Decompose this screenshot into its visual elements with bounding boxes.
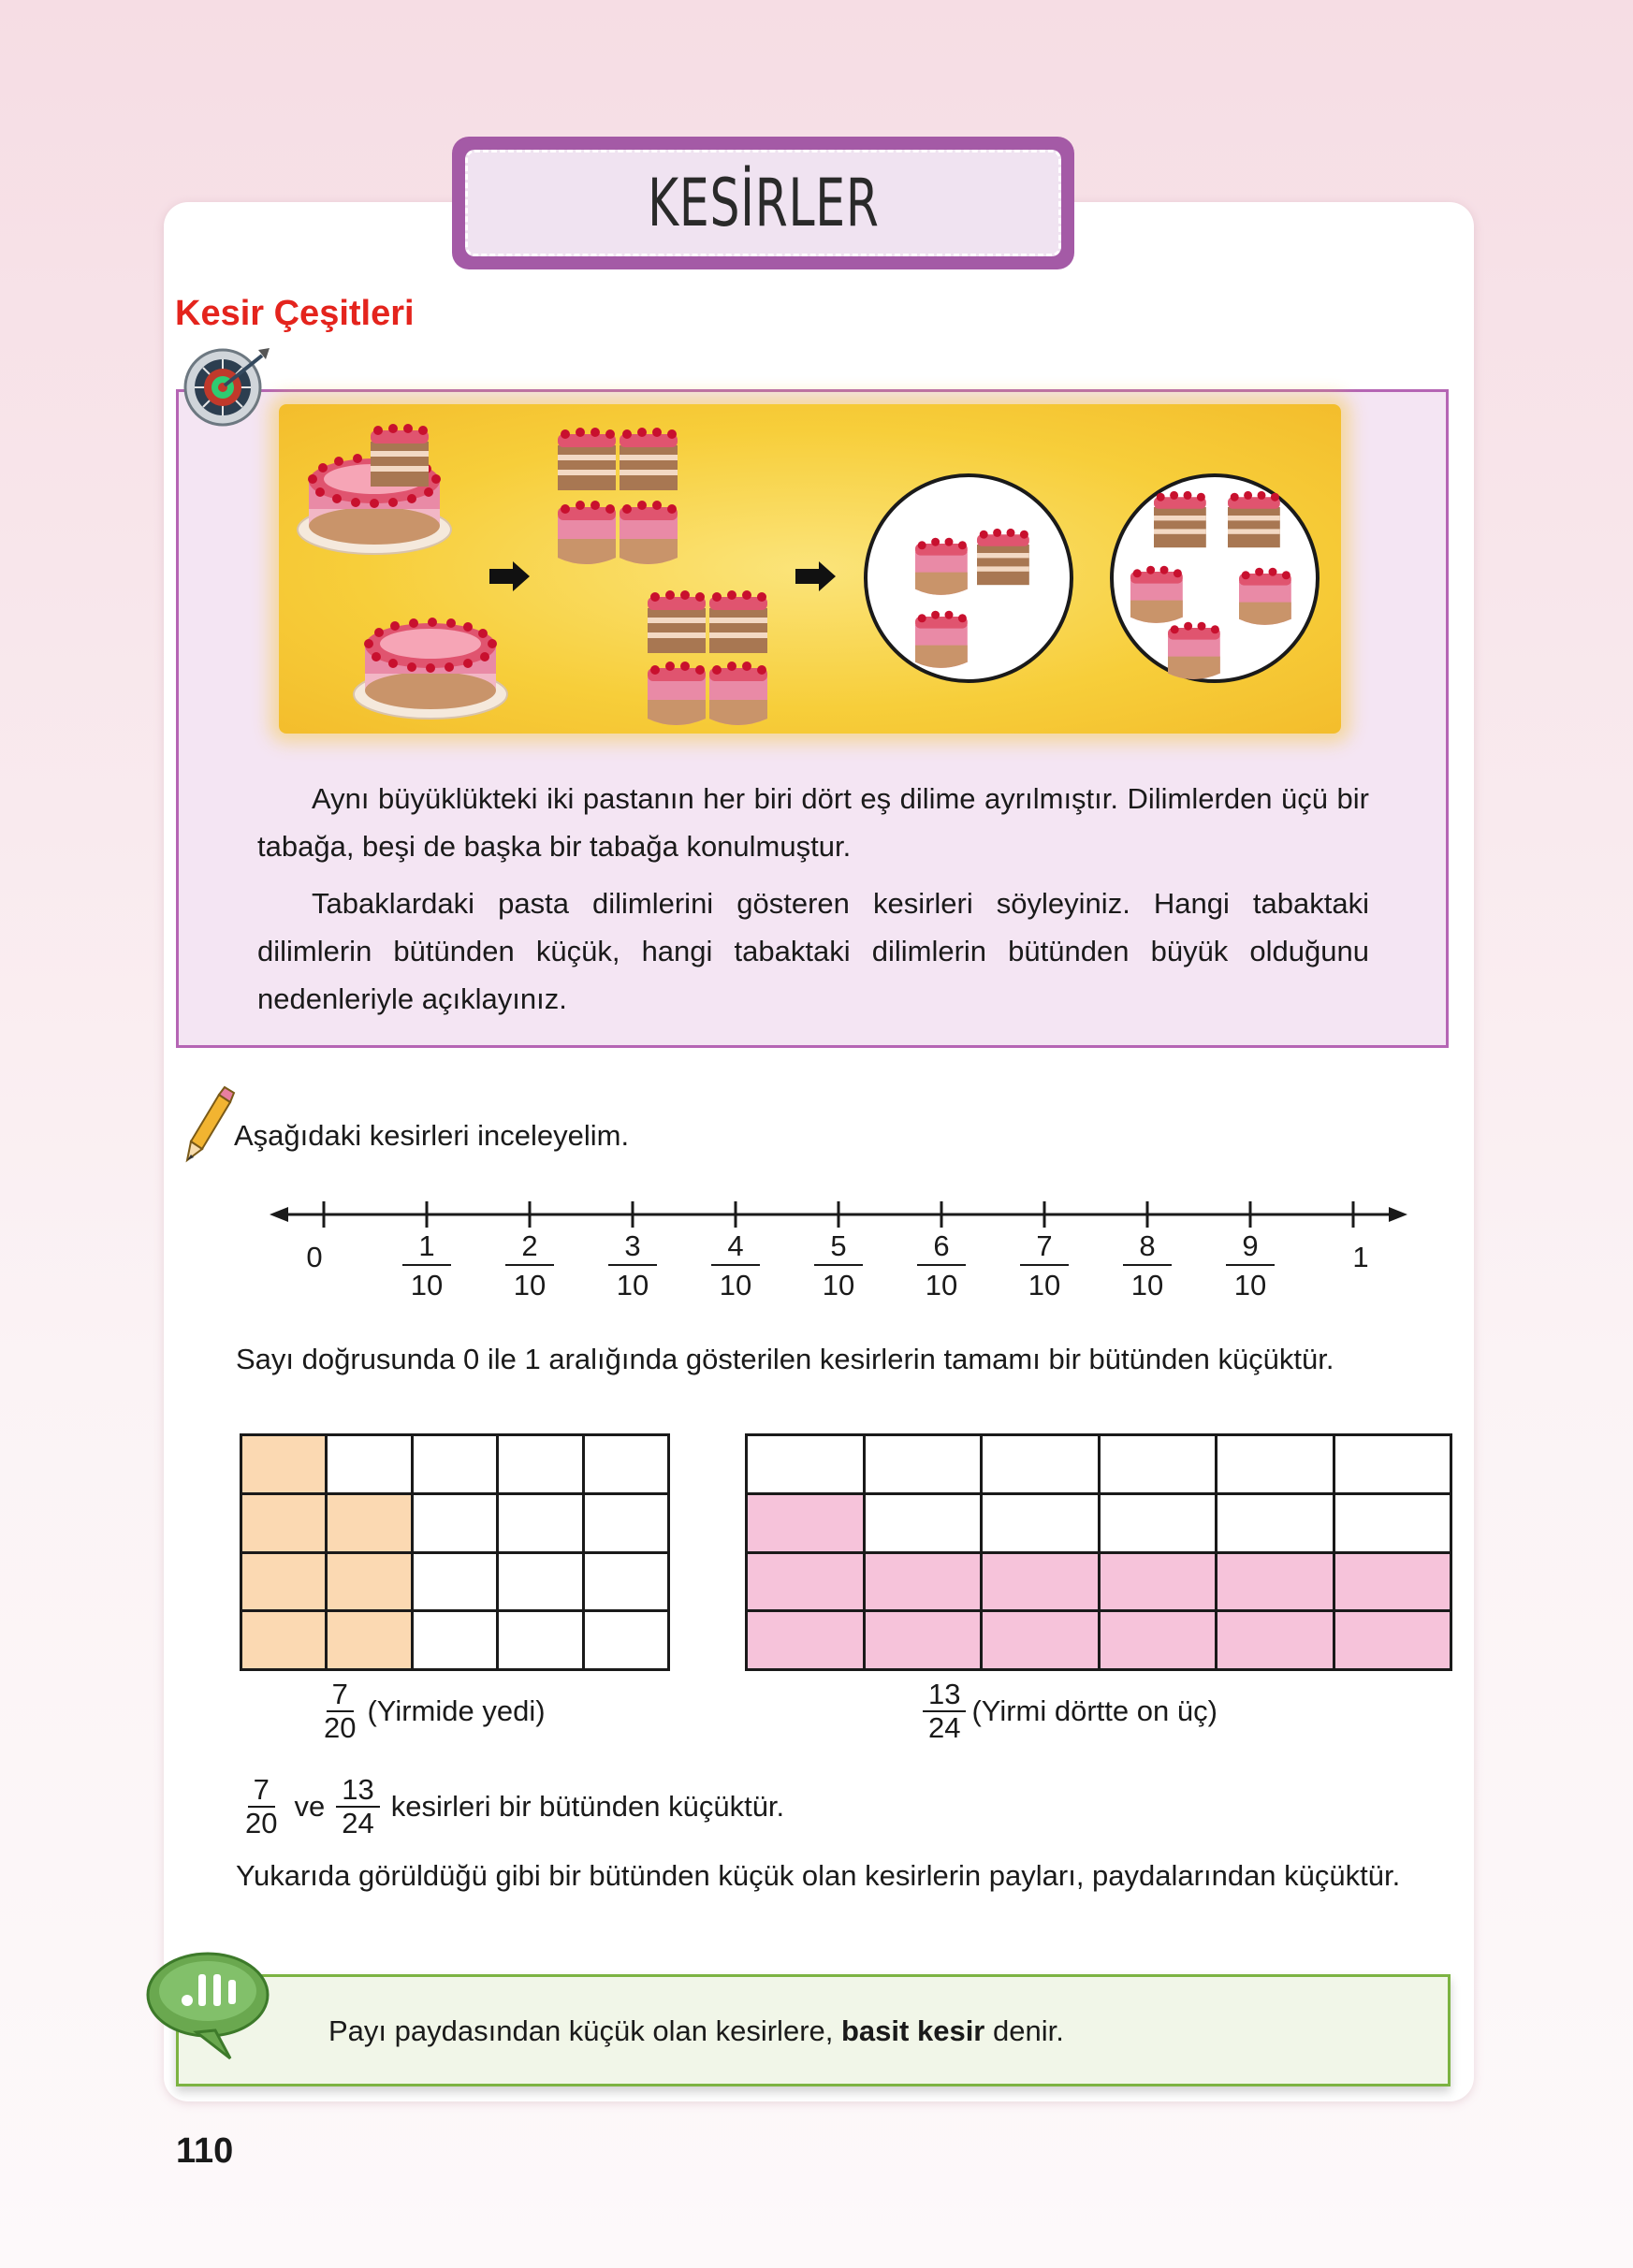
number-line-denominator: 10 — [1130, 1269, 1164, 1301]
intro-text — [257, 775, 1369, 1032]
dartboard-icon — [176, 339, 273, 432]
fraction-seven-twentieths: $\frac{7}{20}$ — [324, 1678, 357, 1744]
number-line-denominator: 10 — [1233, 1269, 1267, 1301]
comparison-statement: $\frac{7}{20}$ ve $\frac{13}{24}$ kesirleri bir bütünden küçüktür. — [234, 1774, 790, 1839]
caption-model-a — [313, 1679, 546, 1744]
grid-cell-shaded — [1217, 1554, 1335, 1613]
intro-paragraph: Tabaklardaki pasta dilimlerini gösteren kesirleri söyleyiniz. Hangi tabaktaki dilimlerin bütünden küçük, hangi tabaktaki dilimlerin bütünden büyük olduğunu nedenleriyle açıklayınız. — [257, 887, 1369, 1015]
page-number: 110 — [176, 2131, 234, 2171]
conclusion-paragraph: Yukarıda görüldüğü gibi bir bütünden küçük olan kesirlerin payları, paydalarından küçüktür. — [236, 1859, 1401, 1892]
grid-cell — [499, 1495, 584, 1554]
fraction-thirteen-twentyfourths: $\frac{13}{24}$ — [923, 1679, 966, 1744]
number-line-numerator: 2 — [521, 1229, 538, 1262]
section-heading: Kesir Çeşitleri — [175, 294, 415, 333]
arrow-icon-1 — [489, 561, 530, 591]
grid-cell — [585, 1436, 670, 1495]
caption-text: (Yirmi dörtte on üç) — [971, 1694, 1217, 1727]
number-line-denominator: 10 — [616, 1269, 649, 1301]
number-line-numerator: 5 — [830, 1229, 847, 1262]
number-line-numerator: 8 — [1139, 1229, 1156, 1262]
definition-text: Payı paydasından küçük olan kesirlere, basit kesir denir. — [328, 2014, 1064, 2047]
arrow-icon-2 — [795, 561, 836, 591]
grid-cell-shaded — [242, 1436, 328, 1495]
definition-term: basit kesir — [841, 2014, 985, 2047]
grid-cell-shaded — [1335, 1554, 1453, 1613]
grid-cell-shaded — [748, 1612, 866, 1671]
grid-cell — [585, 1612, 670, 1671]
grid-cell — [328, 1436, 413, 1495]
grid-cell-shaded — [748, 1495, 866, 1554]
grid-cell — [499, 1436, 584, 1495]
number-line-numerator: 6 — [933, 1229, 950, 1262]
grid-cell — [414, 1436, 499, 1495]
grid-cell — [866, 1495, 984, 1554]
number-line-denominator: 10 — [1028, 1269, 1061, 1301]
grid-cell-shaded — [1217, 1612, 1335, 1671]
grid-cell — [1217, 1495, 1335, 1554]
activity-label: Aşağıdaki kesirleri inceleyelim. — [234, 1119, 630, 1152]
grid-cell-shaded — [983, 1554, 1101, 1613]
grid-cell-shaded — [748, 1554, 866, 1613]
grid-cell — [585, 1554, 670, 1613]
grid-cell-shaded — [328, 1495, 413, 1554]
number-line-numerator: 3 — [624, 1229, 641, 1262]
pencil-icon — [178, 1085, 236, 1166]
area-model-twentyfour — [745, 1433, 1452, 1671]
grid-cell — [748, 1436, 866, 1495]
number-line — [268, 1186, 1409, 1317]
number-line-label: 1 — [1352, 1241, 1369, 1273]
grid-cell-shaded — [242, 1554, 328, 1613]
definition-box — [176, 1974, 1451, 2086]
unit-title-tab — [452, 137, 1074, 269]
cake-illustration — [279, 404, 1341, 734]
grid-cell-shaded — [328, 1612, 413, 1671]
grid-cell — [983, 1495, 1101, 1554]
grid-cell-shaded — [328, 1554, 413, 1613]
grid-cell-shaded — [866, 1554, 984, 1613]
numberline-paragraph: Sayı doğrusunda 0 ile 1 aralığında gösterilen kesirlerin tamamı bir bütünden küçüktür. — [236, 1343, 1334, 1375]
grid-cell — [414, 1554, 499, 1613]
grid-cell-shaded — [1101, 1554, 1218, 1613]
area-model-twenty — [240, 1433, 670, 1671]
grid-cell-shaded — [1335, 1612, 1453, 1671]
grid-cell — [1335, 1495, 1453, 1554]
number-line-denominator: 10 — [410, 1269, 444, 1301]
grid-cell — [983, 1436, 1101, 1495]
grid-cell-shaded — [866, 1612, 984, 1671]
number-line-numerator: 9 — [1242, 1229, 1259, 1262]
number-line-denominator: 10 — [925, 1269, 958, 1301]
grid-cell — [414, 1495, 499, 1554]
number-line-denominator: 10 — [822, 1269, 855, 1301]
grid-cell — [866, 1436, 984, 1495]
grid-cell — [585, 1495, 670, 1554]
grid-cell — [499, 1612, 584, 1671]
grid-cell-shaded — [1101, 1612, 1218, 1671]
number-line-label: 0 — [306, 1241, 323, 1273]
number-line-numerator: 4 — [727, 1229, 744, 1262]
fraction-seven-twentieths: $\frac{7}{20}$ — [245, 1773, 278, 1839]
grid-cell-shaded — [242, 1495, 328, 1554]
fraction-thirteen-twentyfourths: $\frac{13}{24}$ — [336, 1774, 379, 1839]
grid-cell — [1101, 1436, 1218, 1495]
number-line-numerator: 7 — [1036, 1229, 1053, 1262]
grid-cell — [414, 1612, 499, 1671]
number-line-numerator: 1 — [418, 1229, 435, 1262]
grid-cell — [1335, 1436, 1453, 1495]
grid-cell-shaded — [983, 1612, 1101, 1671]
caption-text: (Yirmide yedi) — [367, 1694, 546, 1727]
speech-bubble-icon — [140, 1942, 271, 2060]
grid-cell — [1101, 1495, 1218, 1554]
grid-cell-shaded — [242, 1612, 328, 1671]
intro-paragraph: Aynı büyüklükteki iki pastanın her biri dört eş dilime ayrılmıştır. Dilimlerden üçü bir tabağa, beşi de başka bir tabağa konulmuştur. — [257, 782, 1369, 863]
caption-model-b — [917, 1679, 1217, 1744]
number-line-denominator: 10 — [719, 1269, 752, 1301]
number-line-denominator: 10 — [513, 1269, 547, 1301]
grid-cell — [1217, 1436, 1335, 1495]
grid-cell — [499, 1554, 584, 1613]
unit-title: KESİRLER — [647, 165, 880, 241]
